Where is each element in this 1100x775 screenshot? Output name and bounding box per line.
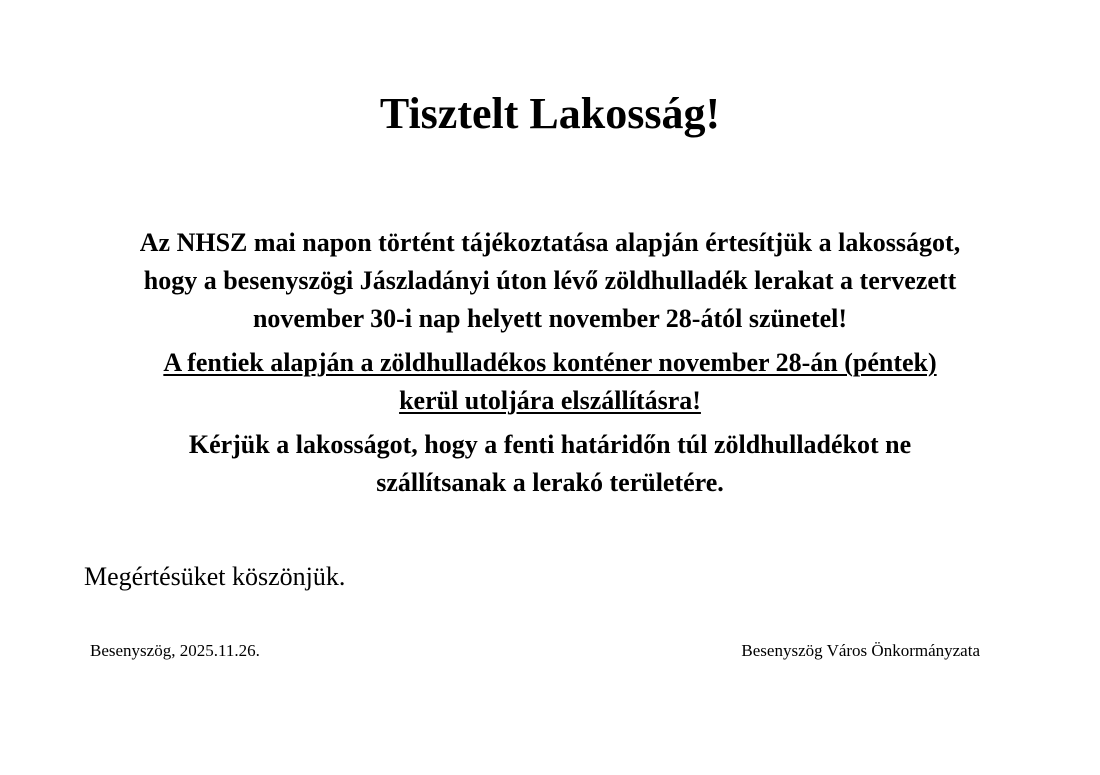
paragraph-line: Kérjük a lakosságot, hogy a fenti határidőn túl zöldhulladékot ne [188,430,912,459]
paragraph-line: november 30-i nap helyett november 28-ától szünetel! [252,304,848,333]
notice-paragraph-closure [70,224,1030,338]
place-date: Besenyszög, 2025.11.26. [90,641,260,660]
paragraph-line: Az NHSZ mai napon történt tájékoztatása alapján értesítjük a lakosságot, [139,228,961,257]
signature: Besenyszög Város Önkormányzata [741,641,980,660]
notice-title: Tisztelt Lakosság! [379,89,721,138]
paragraph-line: szállítsanak a lerakó területére. [376,468,724,497]
paragraph-line: hogy a besenyszögi Jászladányi úton lévő zöldhulladék lerakat a tervezett [143,266,957,295]
notice-paragraph-request [70,426,1030,502]
paragraph-line: kerül utoljára elszállításra! [399,386,701,415]
notice-paragraph-last-pickup [70,344,1030,420]
paragraph-line: A fentiek alapján a zöldhulladékos konténer november 28-án (péntek) [163,348,937,377]
thanks-text: Megértésüket köszönjük. [84,562,346,591]
